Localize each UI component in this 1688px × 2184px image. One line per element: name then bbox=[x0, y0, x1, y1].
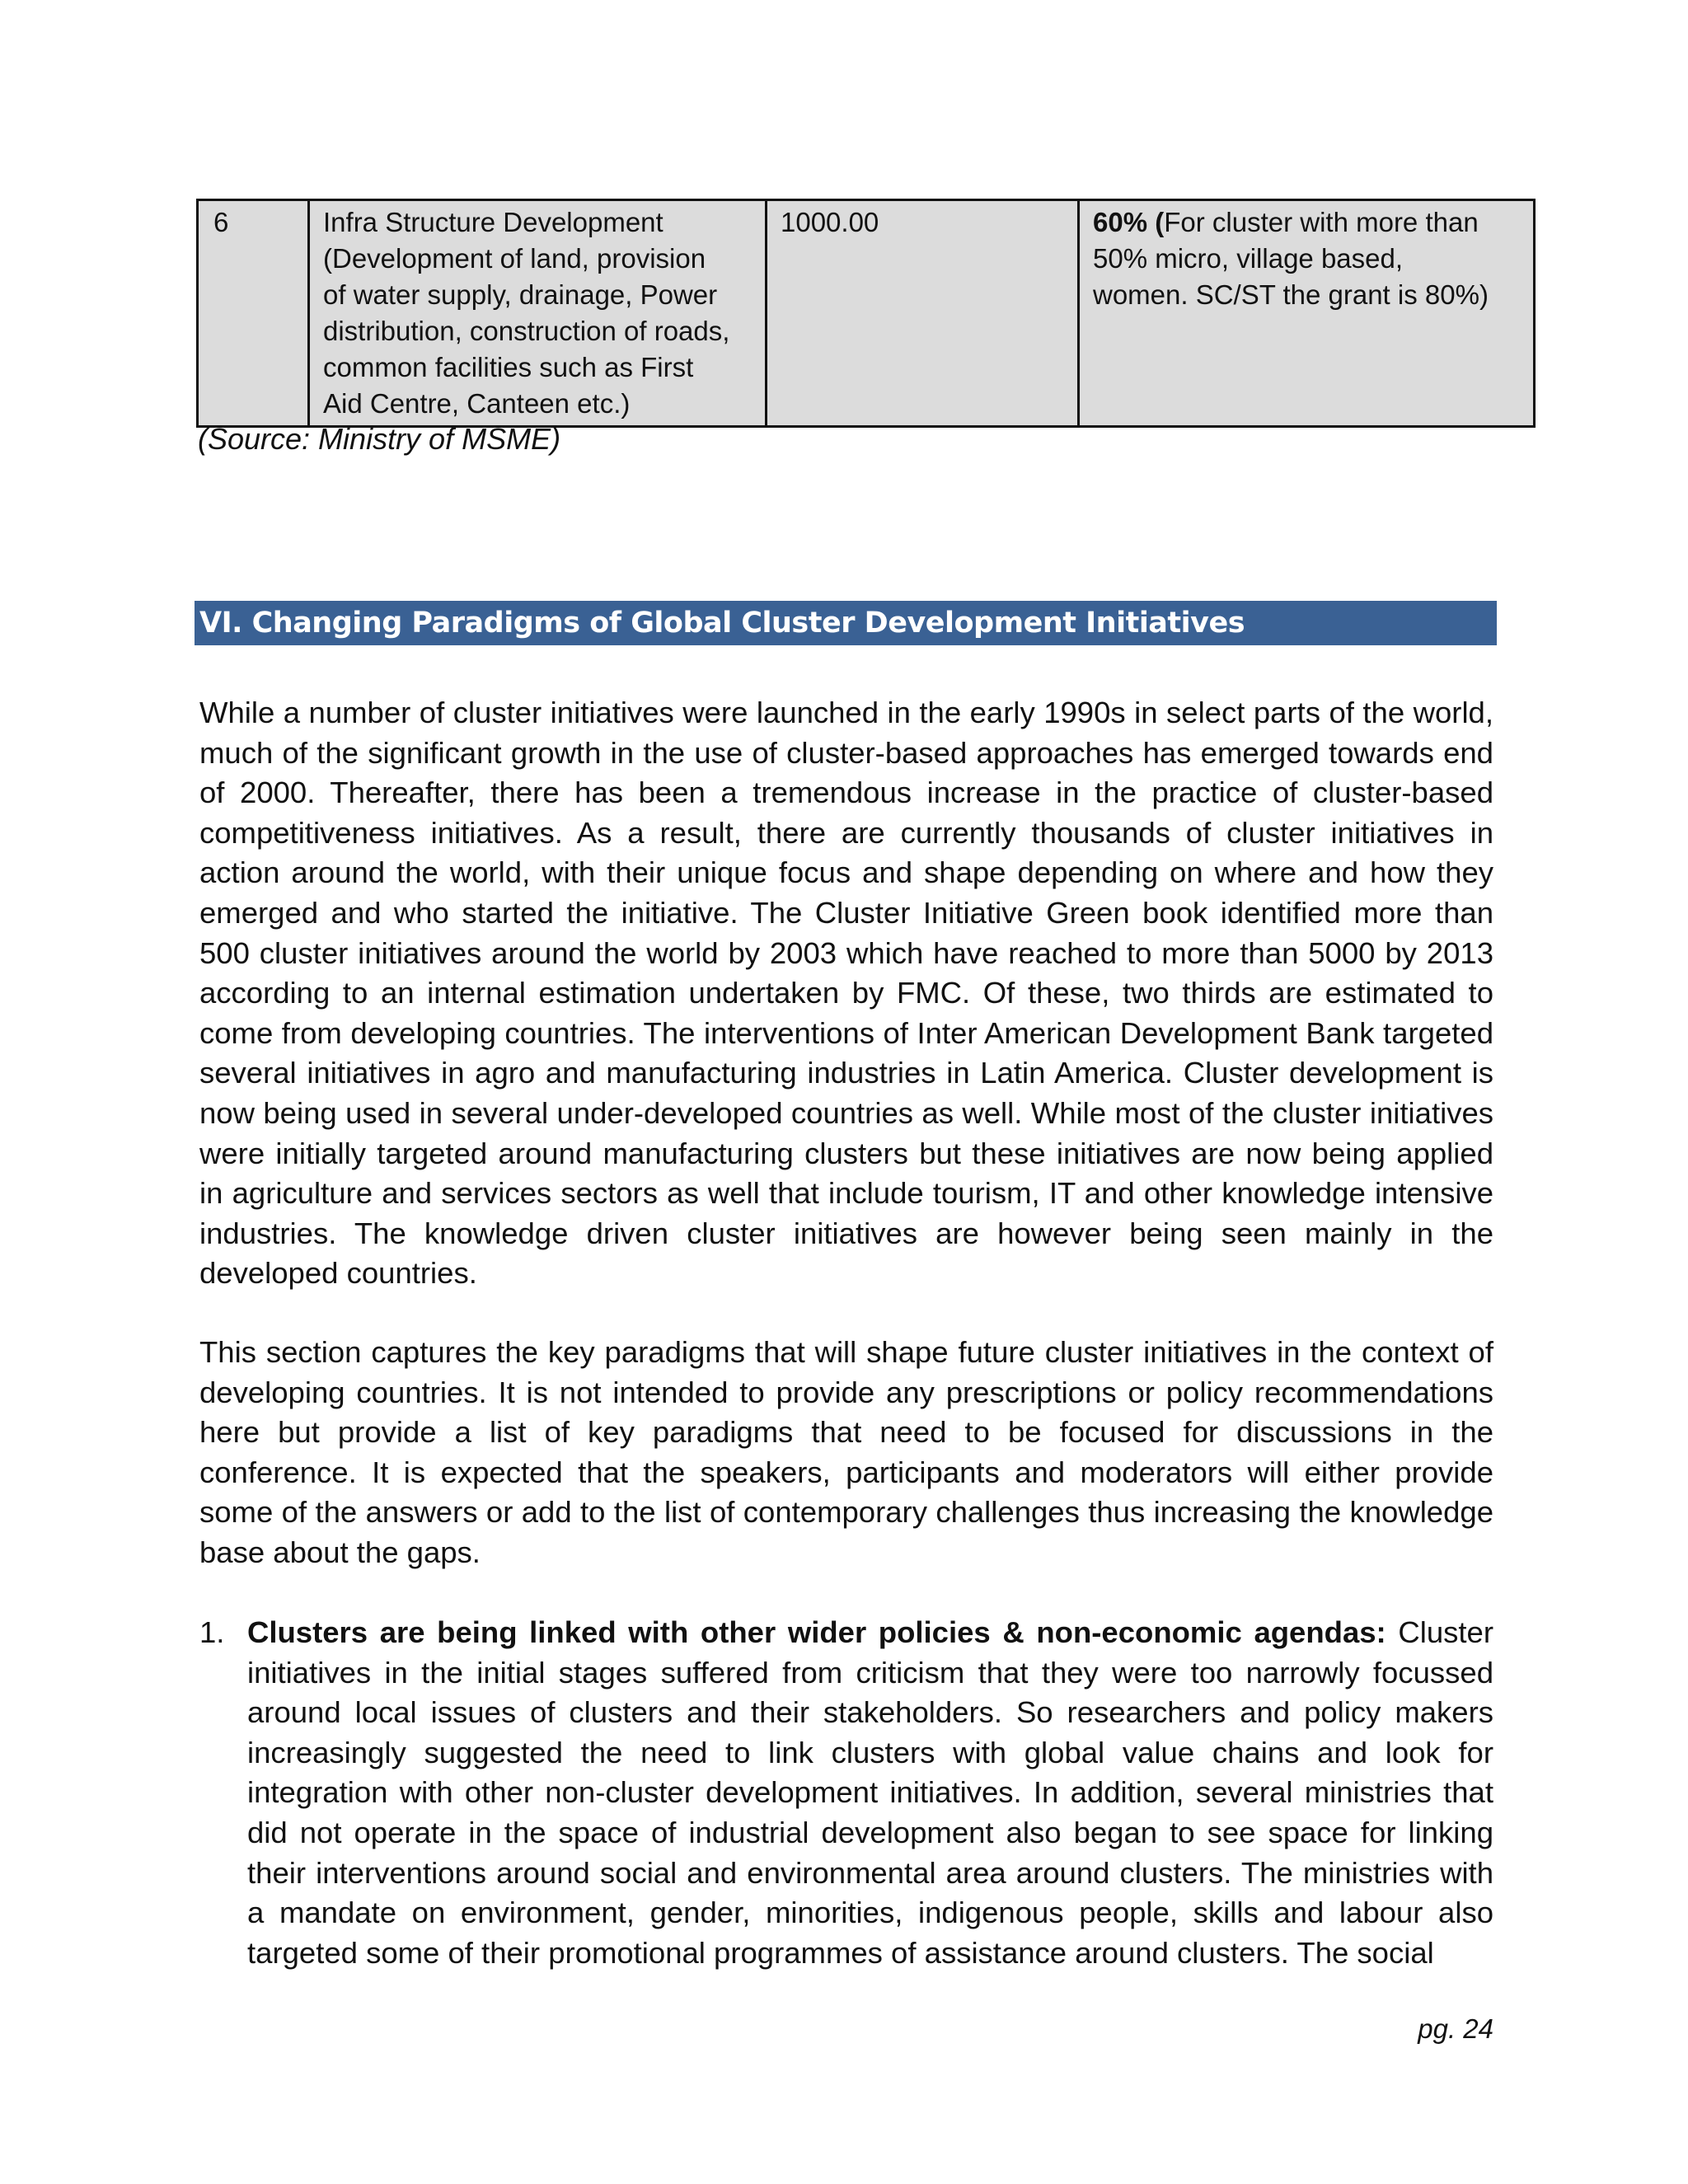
grant-line bbox=[1093, 204, 1522, 241]
grant-line: 50% micro, village based, bbox=[1093, 243, 1404, 274]
grant-line: women. SC/ST the grant is 80%) bbox=[1093, 279, 1489, 310]
description-line: Infra Structure Development bbox=[323, 207, 663, 237]
list-item bbox=[199, 1613, 1493, 1973]
body-paragraph: While a number of cluster initiatives were launched in the early 1990s in select parts of the world, much of the significant growth in the use of cluster-based approaches has emerged towards end of 2000. Thereafter, there has been a tremendous increase in the practice of cluster-based competitiveness initiatives. As a result, there are currently thousands of cluster initiatives in action around the world, with their unique focus and shape depending on where and how they emerged and who started the initiative. The Cluster Initiative Green book identified more than 500 cluster initiatives around the world by 2003 which have reached to more than 5000 by 2013 according to an internal estimation undertaken by FMC. Of these, two thirds are estimated to come from developing countries. The interventions of Inter American Development Bank targeted several initiatives in agro and manufacturing industries in Latin America. Cluster development is now being used in several under-developed countries as well. While most of the cluster initiatives were initially targeted around manufacturing clusters but these initiatives are now being applied in agriculture and services sectors as well that include tourism, IT and other knowledge intensive industries. The knowledge driven cluster initiatives are however being seen mainly in the developed countries. bbox=[199, 696, 1493, 1291]
grant-cell bbox=[1079, 200, 1535, 427]
body-paragraph: This section captures the key paradigms that will shape future cluster initiatives in the context of developing countries. It is not intended to provide any prescriptions or policy recommendations here but provide a list of key paradigms that need to be focused for discussions in the conference. It is expected that the speakers, participants and moderators will either provide some of the answers or add to the list of contemporary challenges thus increasing the knowledge base about the gaps. bbox=[199, 1335, 1493, 1569]
section-heading: VI. Changing Paradigms of Global Cluster Development Initiatives bbox=[195, 601, 1497, 645]
list-item-text: Cluster initiatives in the initial stages suffered from criticism that they were too narrowly focussed around local issues of clusters and their stakeholders. So researchers and policy makers increasingly suggested the need to link clusters with global value chains and look for integration with other non-cluster development initiatives. In addition, several ministries that did not operate in the space of industrial development also began to see space for linking their interventions around social and environmental area around clusters. The ministries with a mandate on environment, gender, minorities, indigenous people, skills and labour also targeted some of their promotional programmes of assistance around clusters. The social bbox=[247, 1615, 1493, 1970]
list-item-heading: Clusters are being linked with other wider policies & non-economic agendas: bbox=[247, 1615, 1386, 1649]
description-cell bbox=[309, 200, 767, 427]
scheme-table bbox=[196, 199, 1536, 428]
row-number: 6 bbox=[213, 207, 229, 237]
page-number: pg. 24 bbox=[1418, 2013, 1493, 2044]
description-line: (Development of land, provision bbox=[323, 243, 706, 274]
table-source-note: (Source: Ministry of MSME) bbox=[198, 422, 561, 456]
list-item-body bbox=[247, 1613, 1493, 1973]
table-row bbox=[198, 200, 1535, 427]
grant-line-text: For cluster with more than bbox=[1164, 207, 1479, 237]
row-number-cell bbox=[198, 200, 309, 427]
list-item-number: 1. bbox=[199, 1615, 225, 1649]
description-line: of water supply, drainage, Power bbox=[323, 279, 718, 310]
description-line: distribution, construction of roads, bbox=[323, 316, 730, 346]
amount-cell bbox=[767, 200, 1079, 427]
amount-value: 1000.00 bbox=[781, 207, 879, 237]
description-line: common facilities such as First bbox=[323, 352, 694, 382]
grant-percentage: 60% ( bbox=[1093, 207, 1165, 237]
description-line: Aid Centre, Canteen etc.) bbox=[323, 388, 631, 419]
